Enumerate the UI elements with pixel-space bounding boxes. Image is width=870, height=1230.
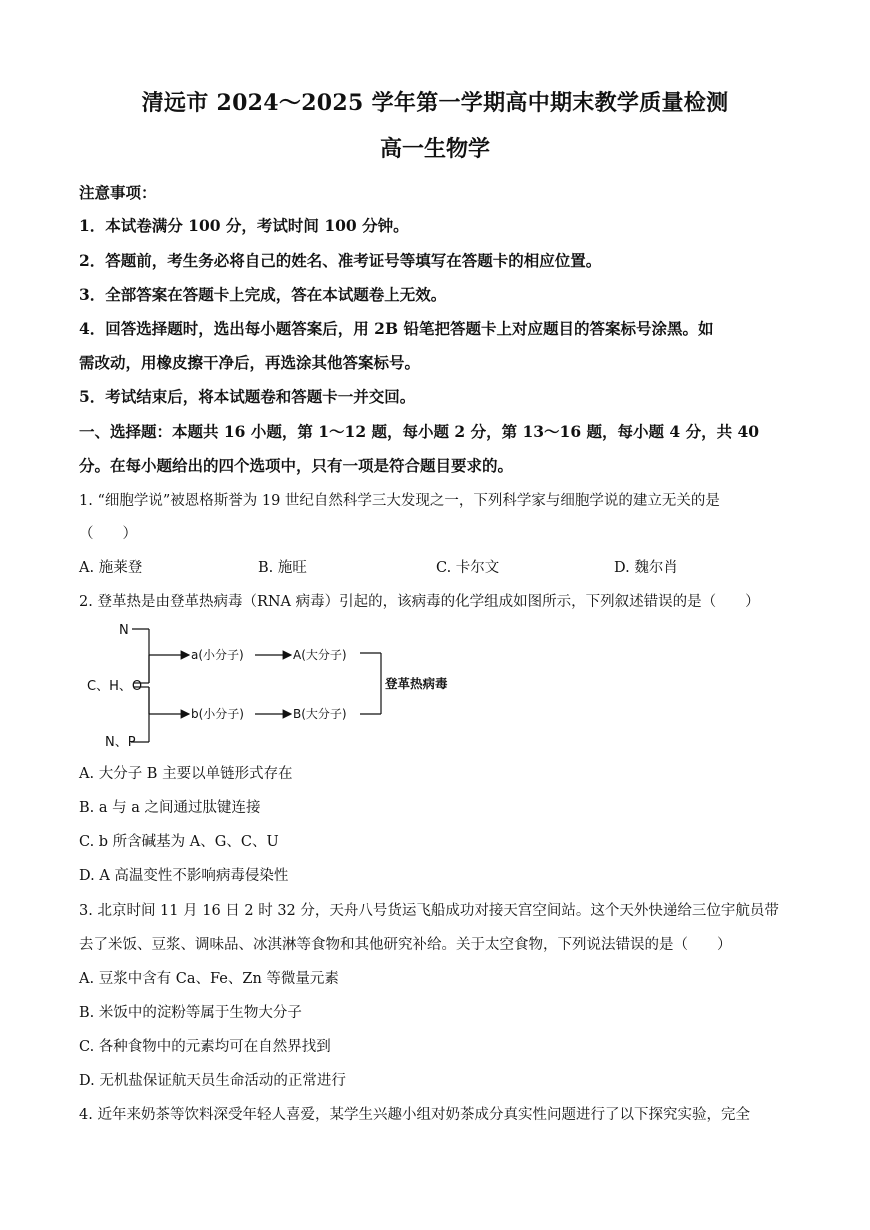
section-heading: 一、选择题：本题共 16 小题，第 1～12 题，每小题 2 分，第 13～16 题，每小题 4 分，共 40 [79,422,760,441]
molecule-a-label: a(小分子) [191,648,244,662]
q3-option-b: B. 米饭中的淀粉等属于生物大分子 [79,1005,302,1021]
q1-option-d: D. 魏尔肖 [614,560,678,576]
element-np-label: N、P [105,735,136,750]
virus-label: 登革热病毒 [385,676,448,691]
q1-option-b: B. 施旺 [258,560,307,576]
notice-item: 4．回答选择题时，选出每小题答案后，用 2B 铅笔把答题卡上对应题目的答案标号涂黑。如 [79,319,714,338]
q4-stem: 4. 近年来奶茶等饮料深受年轻人喜爱，某学生兴趣小组对奶茶成分真实性问题进行了以下探究实验，完全 [79,1107,750,1123]
q3-option-a: A. 豆浆中含有 Ca、Fe、Zn 等微量元素 [79,971,339,987]
notice-item: 1．本试卷满分 100 分，考试时间 100 分钟。 [79,216,409,235]
element-cho-label: C、H、O [87,679,143,694]
exam-title: 清远市 2024～2025 学年第一学期高中期末教学质量检测 [141,90,729,116]
q2-option-b: B. a 与 a 之间通过肽键连接 [79,800,261,816]
notice-item-continued: 需改动，用橡皮擦干净后，再选涂其他答案标号。 [79,353,421,372]
notice-item: 5．考试结束后，将本试题卷和答题卡一并交回。 [79,387,416,406]
q1-answer-blank: （ ） [79,526,137,542]
section-heading-continued: 分。在每小题给出的四个选项中，只有一项是符合题目要求的。 [79,456,514,475]
notice-item: 2．答题前，考生务必将自己的姓名、准考证号等填写在答题卡的相应位置。 [79,251,602,270]
q3-stem: 3. 北京时间 11 月 16 日 2 时 32 分，天舟八号货运飞船成功对接天宫空间站。这个天外快递给三位宇航员带 [79,903,779,919]
q3-option-c: C. 各种食物中的元素均可在自然界找到 [79,1039,331,1055]
q3-option-d: D. 无机盐保证航天员生命活动的正常进行 [79,1073,346,1089]
notice-item: 3．全部答案在答题卡上完成，答在本试题卷上无效。 [79,285,447,304]
notice-heading: 注意事项： [79,183,157,202]
element-n-label: N [119,623,129,638]
q2-option-d: D. A 高温变性不影响病毒侵染性 [79,868,289,884]
macromolecule-A-label: A(大分子) [293,648,347,662]
q2-option-c: C. b 所含碱基为 A、G、C、U [79,834,279,850]
macromolecule-B-label: B(大分子) [293,707,347,721]
molecule-b-label: b(小分子) [191,707,244,721]
q2-stem: 2. 登革热是由登革热病毒（RNA 病毒）引起的，该病毒的化学组成如图所示，下列叙述错误的是（ ） [79,594,760,610]
q2-option-a: A. 大分子 B 主要以单链形式存在 [79,766,293,782]
exam-subject: 高一生物学 [379,136,490,162]
q3-stem-continued: 去了米饭、豆浆、调味品、冰淇淋等食物和其他研究补给。关于太空食物，下列说法错误的是（ ） [79,937,732,953]
virus-composition-diagram [79,615,479,755]
q1-option-a: A. 施莱登 [79,560,143,576]
q1-stem: 1. “细胞学说”被恩格斯誉为 19 世纪自然科学三大发现之一，下列科学家与细胞学说的建立无关的是 [79,493,720,509]
q1-option-c: C. 卡尔文 [436,560,500,576]
